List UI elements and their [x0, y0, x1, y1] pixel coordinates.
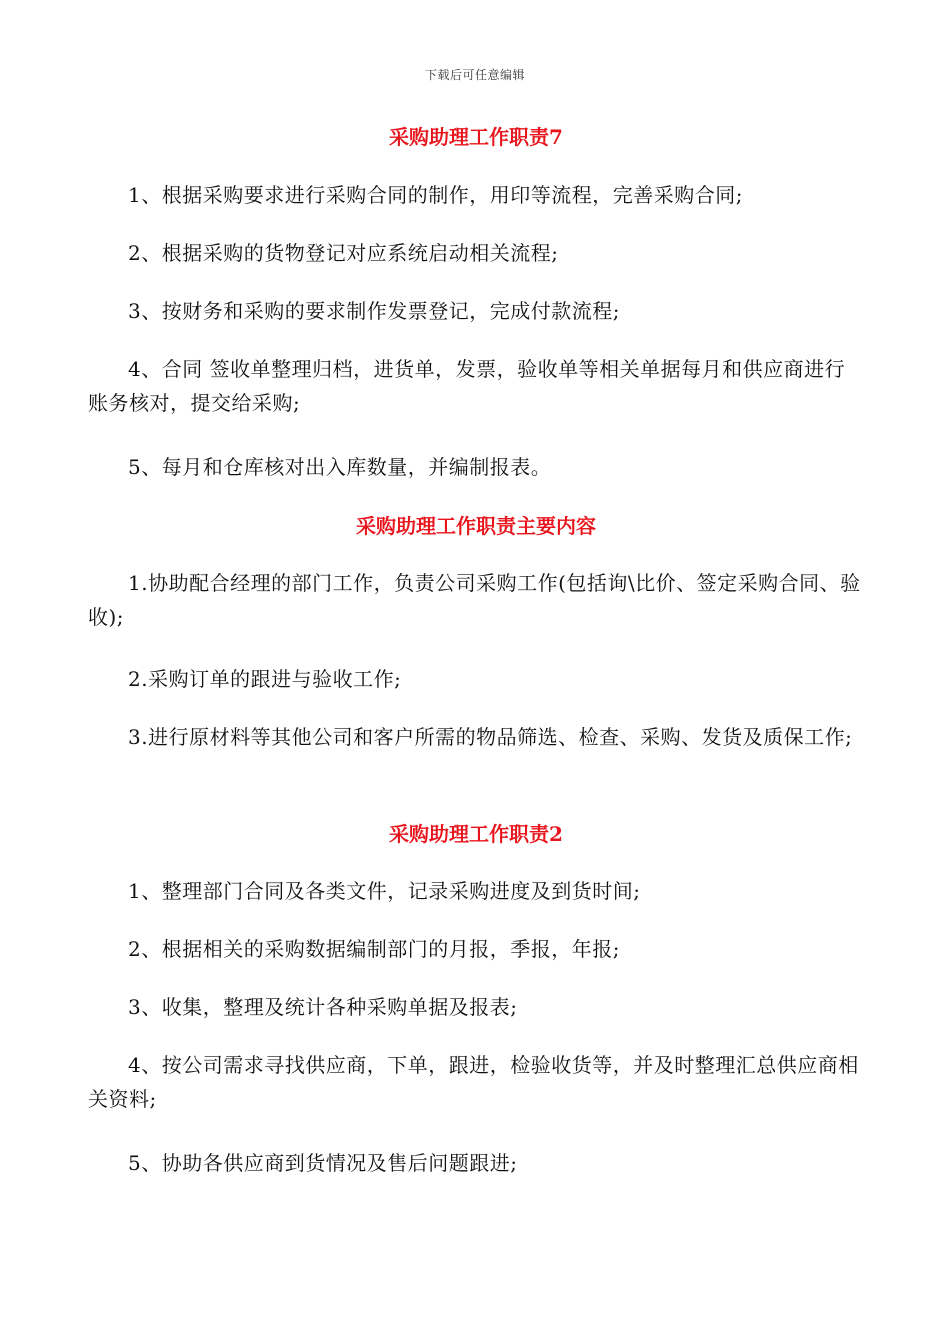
list-item: 5、协助各供应商到货情况及售后问题跟进;	[128, 1151, 518, 1175]
list-item: 1、整理部门合同及各类文件，记录采购进度及到货时间;	[128, 879, 641, 903]
list-item: 1.协助配合经理的部门工作，负责公司采购工作(包括询\比价、签定采购合同、验收);	[88, 571, 861, 629]
section-title: 采购助理工作职责主要内容	[356, 514, 596, 538]
list-item: 5、每月和仓库核对出入库数量，并编制报表。	[128, 455, 552, 479]
list-item: 3、按财务和采购的要求制作发票登记，完成付款流程;	[128, 299, 620, 323]
list-item: 1、根据采购要求进行采购合同的制作，用印等流程，完善采购合同;	[128, 183, 743, 207]
list-item: 3.进行原材料等其他公司和客户所需的物品筛选、检查、采购、发货及质保工作;	[128, 725, 853, 749]
section-title: 采购助理工作职责7	[389, 125, 563, 149]
list-item: 3、收集，整理及统计各种采购单据及报表;	[128, 995, 518, 1019]
list-item: 2、根据相关的采购数据编制部门的月报，季报，年报;	[128, 937, 620, 961]
header-note: 下载后可任意编辑	[424, 68, 525, 82]
list-item: 2、根据采购的货物登记对应系统启动相关流程;	[128, 241, 559, 265]
list-item: 4、按公司需求寻找供应商，下单，跟进，检验收货等，并及时整理汇总供应商相关资料;	[88, 1053, 859, 1111]
list-item: 2.采购订单的跟进与验收工作;	[128, 667, 402, 691]
section-title: 采购助理工作职责2	[389, 822, 563, 846]
list-item: 4、合同 签收单整理归档，进货单，发票，验收单等相关单据每月和供应商进行账务核对，提交给采购;	[88, 357, 846, 415]
